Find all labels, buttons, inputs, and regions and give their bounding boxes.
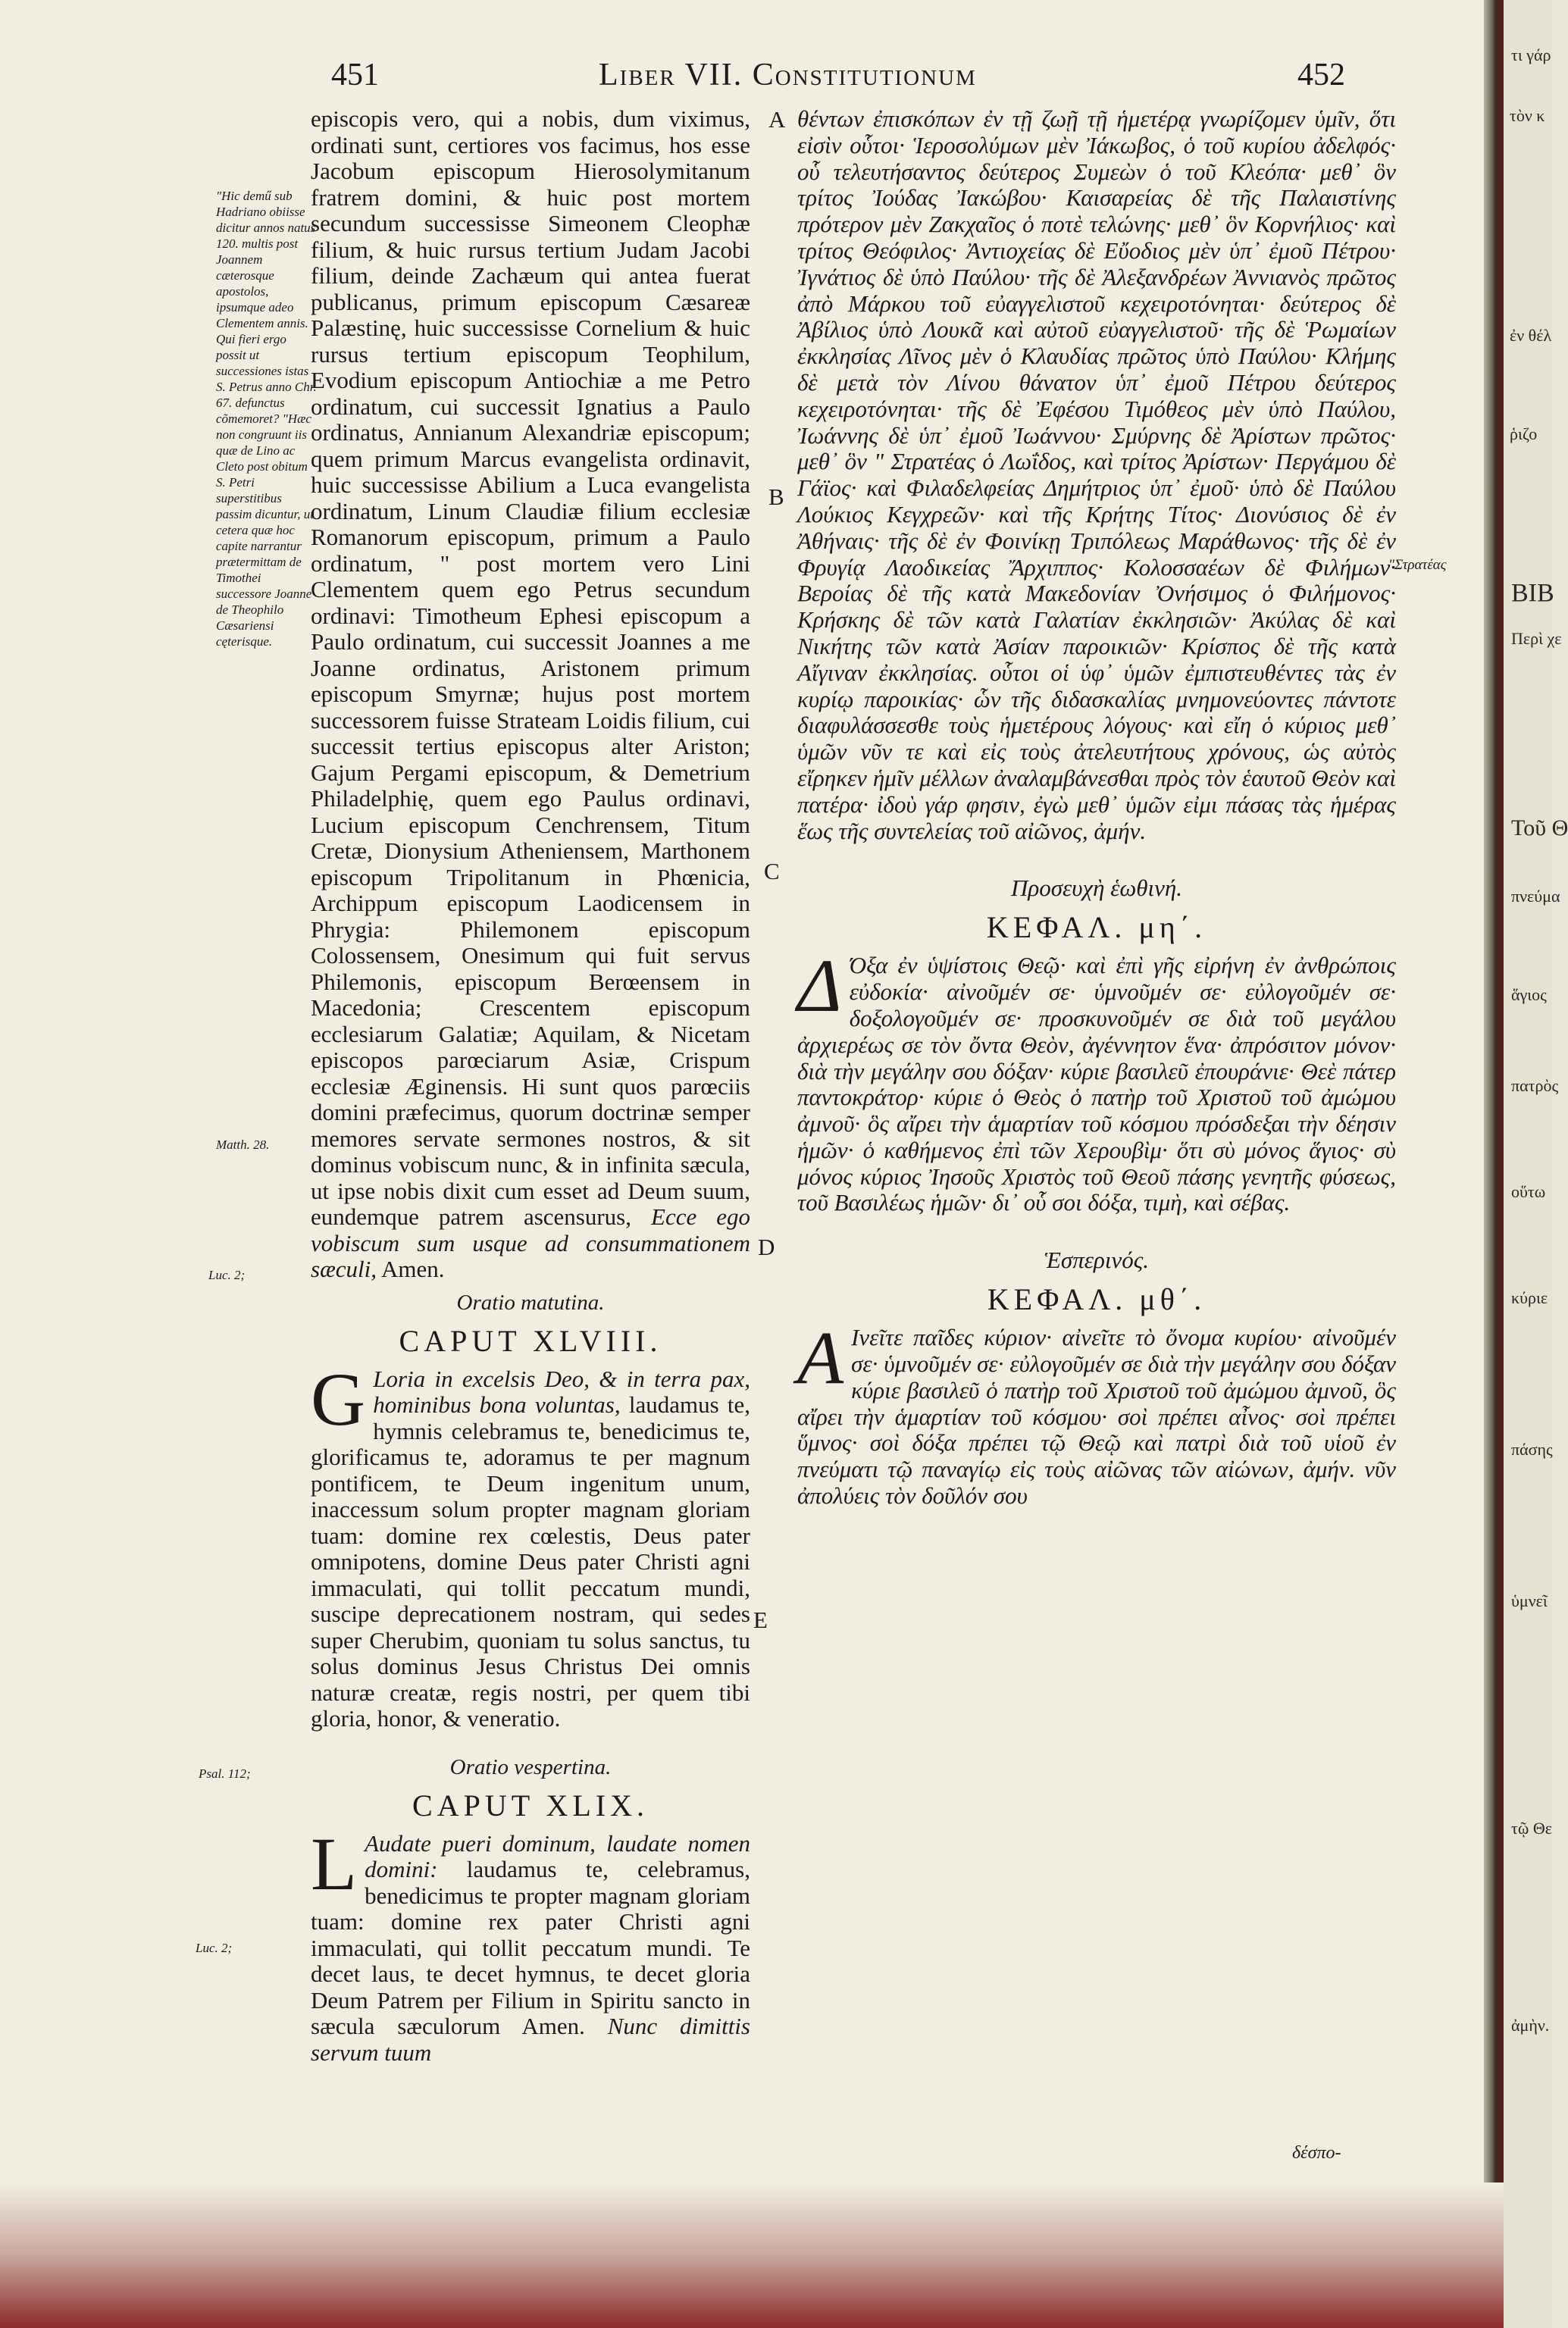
latin-quote: Loria in excelsis Deo, & in terra pax, hominibus bona voluntas,: [373, 1365, 750, 1418]
margin-note-hadria: "Hic demű sub Hadriano obiisse dicitur annos natus 120. multis post Joannem cæterosque apostolos, ipsumque adeo Clementem annis. Qui fieri ergo possit ut successiones istas S. Petrus anno Chr. 67. defunctus cõmemoret? "Hæc non congruunt iis quæ de Lino ac Cleto post obitum S. Petri superstitibus passim dicuntur, ut cetera quæ hoc capite narrantur prætermittam de Timothei successore Joanne de Theophilo Cæsariensi cęterisque.: [216, 189, 317, 649]
drop-cap-alpha: Α: [797, 1316, 844, 1400]
greek-caput-48-heading: ΚΕΦΑΛ. μη΄.: [986, 910, 1207, 945]
latin-paragraph-succession: [311, 106, 750, 1283]
facing-text: κύριε: [1511, 1288, 1548, 1307]
greek-evening-prayer-title: Ἑσπερινός.: [1044, 1247, 1150, 1274]
latin-paragraph-laudate: [311, 1821, 750, 2067]
greek-text: Όξα ἐν ὑψίστοις Θεῷ· καὶ ἐπὶ γῆς εἰρήνη ἐν ἀνθρώποις εὐδοκία· αἰνοῦμέν σε· ὑμνοῦμέν σε· εὐλογοῦμέν σε· δοξολογοῦμέν σε· προσκυνοῦμέν σε διὰ τοῦ μεγάλου ἀρχιερέως σε τὸν ὄντα Θεὸν, ἀγέννητον ἕνα· ἀπρόσιτον μόνον· διὰ τὴν μεγάλην σου δόξαν· κύριε βασιλεῦ ἐπουράνιε· Θεὲ πάτερ παντοκράτορ· κύριε ὁ Θεὸς ὁ πατὴρ τοῦ Χριστοῦ τοῦ ἀμώμου ἀμνοῦ· ὃς αἴρει τὴν ἁμαρτίαν τοῦ κόσμου πρόσδεξαι τὴν δέησιν ἡμῶν· ὁ καθήμενος ἐπὶ τῶν Χερουβὶμ· ὅτι σὺ μόνος ἅγιος· σὺ μόνος κύριος Ἰησοῦς Χριστὸς τοῦ Θεοῦ πάσης γενητῆς φύσεως, τοῦ Βασιλέως ἡμῶν· δι᾽ οὗ σοι δόξα, τιμὴ, καὶ σέβας.: [797, 952, 1396, 1216]
facing-text: πατρὸς: [1511, 1076, 1559, 1095]
facing-text: τὸν κ: [1510, 106, 1545, 125]
facing-text: τῷ Θε: [1511, 1819, 1552, 1838]
facing-text: πάσης: [1511, 1440, 1553, 1459]
margin-note-psal: Psal. 112;: [199, 1766, 251, 1781]
latin-column: [311, 106, 750, 2066]
latin-text: episcopis vero, qui a nobis, dum viximus, ordinati sunt, certiores vos facimus, hos esse Jacobum episcopum Hierosolymitanum fratrem domini, & huic post mortem secundum successisse Simeonem Cleophæ filium, & huic rursus tertium Judam Jacobi filium, deinde Zachæum qui antea fuerat publicanus, primum episcopum Cæsareæ Palæstinę, huic successisse Cornelium & huic rursus tertium episcopum Teophilum, Evodium episcopum Antiochiæ a me Petro ordinatum, cui successit Ignatius a Paulo ordinatus, Annianum Alexandriæ episcopum; quem primum Marcus evangelista ordinavit, huic successisse Abilium a Luca evangelista ordinatum, Linum Claudiæ filium ecclesiæ Romanorum episcopum, primum a Paulo ordinatum, " post mortem vero Lini Clementem quem ego Petrus secundum ordinavi: Timotheum Ephesi episcopum a Paulo ordinatum, cui successit Joannes a me Joanne ordinatus, Aristonem primum episcopum Smyrnæ; hujus post mortem successorem fuisse Strateam Loidis filium, cui successit tertius episcopus alter Ariston; Gajum Pergami episcopum, & Demetrium Philadelphię, quem ego Paulus ordinavi, Lucium episcopum Cenchrensem, Titum Cretæ, Dionysium Atheniensem, Marthonem episcopum Tripolitanum in Phœnicia, Archippum episcopum Laodicensem in Phrygia: Philemonem episcopum Colossensem, Onesimum qui fuit servus Philemonis, episcopum Berœensem in Macedonia; Crescentem episcopum ecclesiarum Galatiæ; Aquilam, & Nicetam episcopos parœciarum Asiæ, Crispum ecclesiæ Æginensis. Hi sunt quos parœciis domini præfecimus, quorum doctrinæ semper memores servate sermones nostros, & sit dominus vobiscum nunc, & in infinita sæcula, ut ipse nobis dixit cum esset ad Deum suum, eundemque patrem ascensurus,: [311, 105, 750, 1230]
oratio-matutina-title: Oratio matutina.: [456, 1290, 605, 1315]
margin-note-stratea: "Στρατέας: [1388, 557, 1447, 573]
page-number-right: 452: [1297, 58, 1345, 92]
drop-cap-l: L: [311, 1821, 358, 1906]
latin-paragraph-gloria: [311, 1356, 750, 1732]
facing-text: ῥιζο: [1510, 424, 1538, 443]
greek-column: [797, 106, 1396, 1510]
greek-morning-prayer-title: Προσευχὴ ἑωθινή.: [1010, 875, 1183, 902]
latin-text: laudamus te, celebramus, benedicimus te propter magnam gloriam tuam: domine rex pater Christi agni immaculati, qui tollit peccatum mundi. Te decet laus, te decet hymnus, te decet gloria Deum Patrem per Filium in Spiritu sancto in sæcula sæculorum Amen.: [311, 1856, 750, 2039]
margin-note-luc2: Luc. 2;: [208, 1268, 246, 1282]
caput-xlviii-heading: CAPUT XLVIII.: [399, 1323, 662, 1358]
facing-text: Περὶ χε: [1511, 629, 1562, 648]
greek-text: Ινεῖτε παῖδες κύριον· αἰνεῖτε τὸ ὄνομα κυρίου· αἰνοῦμέν σε· ὑμνοῦμέν σε· εὐλογοῦμέν σε διὰ τὴν μεγάλην σου δόξαν κύριε βασιλεῦ ὁ πατὴρ τοῦ Χριστοῦ τοῦ ἀμώμου ἀμνοῦ, ὃς αἴρει τὴν ἁμαρτίαν τοῦ κόσμου· σοὶ πρέπει αἶνος· σοὶ πρέπει ὕμνος· σοὶ δόξα πρέπει τῷ Θεῷ καὶ πατρὶ διὰ τοῦ υἱοῦ ἐν πνεύματι τῷ παναγίῳ εἰς τοὺς αἰῶνας τῶν αἰώνων, ἀμήν. νῦν ἀπολύεις τὸν δοῦλόν σου: [797, 1324, 1396, 1510]
greek-paragraph-doxa: [797, 943, 1396, 1216]
facing-text: ὑμνεῖ: [1511, 1591, 1548, 1610]
section-marker-e: E: [753, 1607, 768, 1633]
greek-caput-49-heading: ΚΕΦΑΛ. μθ΄.: [987, 1282, 1207, 1317]
facing-text: ἀμὴν.: [1511, 2016, 1550, 2035]
facing-text: ἐν θέλ: [1510, 326, 1552, 345]
running-title: Liber VII. Constitutionum: [599, 58, 977, 92]
section-marker-b: B: [768, 483, 784, 510]
book-spine: [1484, 0, 1504, 2328]
facing-text: οὕτω: [1511, 1182, 1546, 1201]
book-binding-edge: [0, 2182, 1552, 2328]
facing-page-fragment: [1504, 0, 1568, 2328]
latin-quote: Audate pueri dominum, laudate nomen domini:: [365, 1829, 750, 1882]
greek-paragraph-succession: θέντων ἐπισκόπων ἐν τῇ ζωῇ τῇ ἡμετέρᾳ γνωρίζομεν ὑμῖν, ὅτι εἰσὶν οὗτοι· Ἱεροσολύμων μὲν Ἰάκωβος, ὁ τοῦ κυρίου ἀδελφός· οὗ τελευτήσαντος δεύτερος Συμεὼν ὁ τοῦ Κλεόπα· μεθ᾽ ὃν τρίτος Ἰούδας Ἰακώβου· Καισαρείας δὲ τῆς Παλαιστίνης πρότερον μὲν Ζακχαῖος ὁ ποτὲ τελώνης· μεθ᾽ ὃν Κορνήλιος· καὶ τρίτος Θεόφιλος· Ἀντιοχείας δὲ Εὔοδιος μὲν ὑπ᾽ ἐμοῦ Πέτρου· Ἰγνάτιος δὲ ὑπὸ Παύλου· τῆς δὲ Ἀλεξανδρέων Ἀννιανὸς πρῶτος ἀπὸ Μάρκου τοῦ εὐαγγελιστοῦ κεχειροτόνηται· δεύτερος δὲ Ἀβίλιος ὑπὸ Λουκᾶ καὶ αὐτοῦ εὐαγγελιστοῦ· τῆς δὲ Ῥωμαίων ἐκκλησίας Λῖνος μὲν ὁ Κλαυδίας πρῶτος ὑπὸ Παύλου· Κλήμης δὲ μετὰ τὸν Λίνου θάνατον ὑπ᾽ ἐμοῦ Πέτρου δεύτερος κεχειροτόνηται· τῆς δὲ Ἐφέσου Τιμόθεος μὲν ὑπὸ Παύλου, Ἰωάννης δὲ ὑπ᾽ ἐμοῦ Ἰωάννου· Σμύρνης δὲ Ἀρίστων πρῶτος· μεθ᾽ ὃν " Στρατέας ὁ Λωΐδος, καὶ τρίτος Ἀρίστων· Περγάμου δὲ Γάϊος· καὶ Φιλαδελφείας Δημήτριος ὑπ᾽ ἐμοῦ· ὑπὸ δὲ Παύλου Λούκιος Κεγχρεῶν· καὶ τῆς Κρήτης Τίτος· Διονύσιος δὲ ἐν Ἀθήναις· τῆς δὲ ἐν Φοινίκῃ Τριπόλεως Μαράθωνος· τῆς δὲ ἐν Φρυγίᾳ Λαοδικείας Ἄρχιππος· Κολοσσαέων δὲ Φιλήμων· Βεροίας δὲ τῆς κατὰ Μακεδονίαν Ὀνήσιμος ὁ Φιλήμονος· Κρήσκης δὲ τῶν κατὰ Γαλατίαν ἐκκλησιῶν· Ἀκύλας δὲ καὶ Νικήτης τῶν κατὰ Ἀσίαν παροικιῶν· Κρίσπος δὲ τῆς κατὰ Αἴγιναν ἐκκλησίας. οὗτοι οἱ ὑφ᾽ ὑμῶν ἐμπιστευθέντες τὰς ἐν κυρίῳ παροικίας· ὧν τῆς διδασκαλίας μνημονεύοντες πάντοτε διαφυλάσσεσθε τοὺς ἡμετέρους λόγους· καὶ εἴη ὁ κύριος μεθ᾽ ὑμῶν νῦν τε καὶ εἰς τοὺς ἀτελευτήτους χρόνους, ὡς αὐτὸς εἴρηκεν ἡμῖν μέλλων ἀναλαμβάνεσθαι πρὸς τὸν ἑαυτοῦ Θεὸν καὶ πατέρα· ἰδοὺ γάρ φησιν, ἐγὼ μεθ᾽ ὑμῶν εἰμι πάσας τὰς ἡμέρας ἕως τῆς συντελείας τοῦ αἰῶνος, ἀμήν.: [797, 105, 1396, 844]
facing-text: πνεύμα: [1511, 887, 1560, 906]
margin-note-matth: Matth. 28.: [216, 1137, 270, 1152]
latin-quote: Ecce ego vobiscum sum usque ad consummationem sæculi,: [311, 1203, 750, 1282]
oratio-vespertina-title: Oratio vespertina.: [449, 1754, 612, 1779]
drop-cap-g: G: [311, 1356, 366, 1441]
facing-text: Τοῦ Θ: [1511, 815, 1568, 840]
facing-text: τι γάρ: [1511, 45, 1551, 64]
page-number-left: 451: [331, 58, 379, 92]
margin-note-luc2-second: Luc. 2;: [196, 1941, 233, 1955]
drop-cap-delta: Δ: [797, 943, 842, 1028]
greek-paragraph-aineite: [797, 1316, 1396, 1510]
section-marker-c: C: [764, 858, 780, 884]
latin-amen: Amen.: [381, 1256, 445, 1282]
section-marker-a: A: [768, 106, 786, 133]
catchword: δέσπο-: [1292, 2143, 1341, 2163]
section-marker-d: D: [758, 1234, 775, 1260]
facing-text: ἅγιος: [1511, 985, 1547, 1004]
facing-heading: ΒΙΒ: [1511, 579, 1554, 607]
latin-text: laudamus te, hymnis celebramus te, benedicimus te, glorificamus te, adoramus te per magnum pontificem, te Deum ingenitum unum, inaccessum solum propter magnam gloriam tuam: domine rex cœlestis, Deus pater omnipotens, domine Deus pater Christi agni immaculati, qui tollit peccatum mundi, suscipe deprecationem nostram, qui sedes super Cherubim, quoniam tu solus sanctus, tu solus dominus Jesus Christus Dei omnis naturæ creatæ, regis nostri, per quem tibi gloria, honor, & veneratio.: [311, 1391, 750, 1732]
latin-quote: Nunc dimittis servum tuum: [311, 2013, 750, 2066]
caput-xlix-heading: CAPUT XLIX.: [412, 1788, 649, 1823]
